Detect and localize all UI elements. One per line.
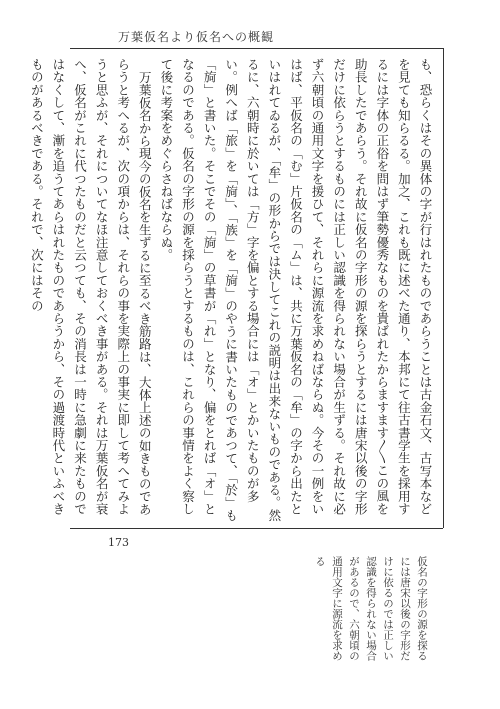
paragraph-2: 万葉仮名から現今の仮名を生ずるに至るべき筋路は、大体上述の如きものであらうと考へるが、次の項からは、それらの事を実際上の事実に即して考へてみようと思ふが、それについてなほ注意しておくべき事がある。それは万葉仮名が衰へ、仮名がこれに代つたものだと云つても、その消長は一時に急劇に来たものではなくして、漸を追うてあらはれたものであらうから、その過渡時代といふべきものがあるべきである。それで、次にはその	[29, 58, 153, 516]
margin-note: 仮名の字形の源を探るには唐宋以後の字形だけに依るのでは正しい認識を得られない場合があるので、六朝頃の通用文字に源流を求める	[314, 556, 428, 661]
page-number: 173	[108, 536, 129, 549]
frame-bottom-rule	[70, 528, 443, 529]
frame-top-rule	[70, 48, 443, 49]
frame-right-rule	[443, 48, 444, 528]
body-text	[29, 58, 436, 522]
running-header: 万葉仮名より仮名への概観	[118, 30, 275, 44]
paragraph-1: も、恐らくはその異体の字が行はれたものであらうことは古金石文、古写本などを見ても知らるる。加之、これも既に述べた通り、本邦にて往古書学生を採用するには字体の正俗を問はず筆勢優秀なものを貴ばれたからますます〳〵この風を助長したであらう。それ故に仮名の字形の源を探らうとするには唐宋以後の字形だけに依らうとするものには正しい認識を得られない場合が生ずる。それ故に必ず六朝頃の通用文字を援ひて、それらに源流を求めねばならぬ。今その一例をいはば、平仮名の「む」片仮名の「ム」は、共に万葉仮名の「牟」の字から出たといはれてゐるが、「牟」の形からでは決してこれの説明は出来ないものである。然るに、六朝時に於いては「方」字を偏とする場合には「オ」とかいたものが多い。例へば「旅」を「㫊」、「族」を「㫊」のやうに書いたものであつて、「於」も「㫊」と書いた。そこでその「㫊」の草書が「れ」となり、偏をとれば「オ」となるのである。仮名の字形の源を採らうとするものは、これらの事情をよく察して後に考案をめぐらさねばならぬ。	[158, 58, 433, 522]
